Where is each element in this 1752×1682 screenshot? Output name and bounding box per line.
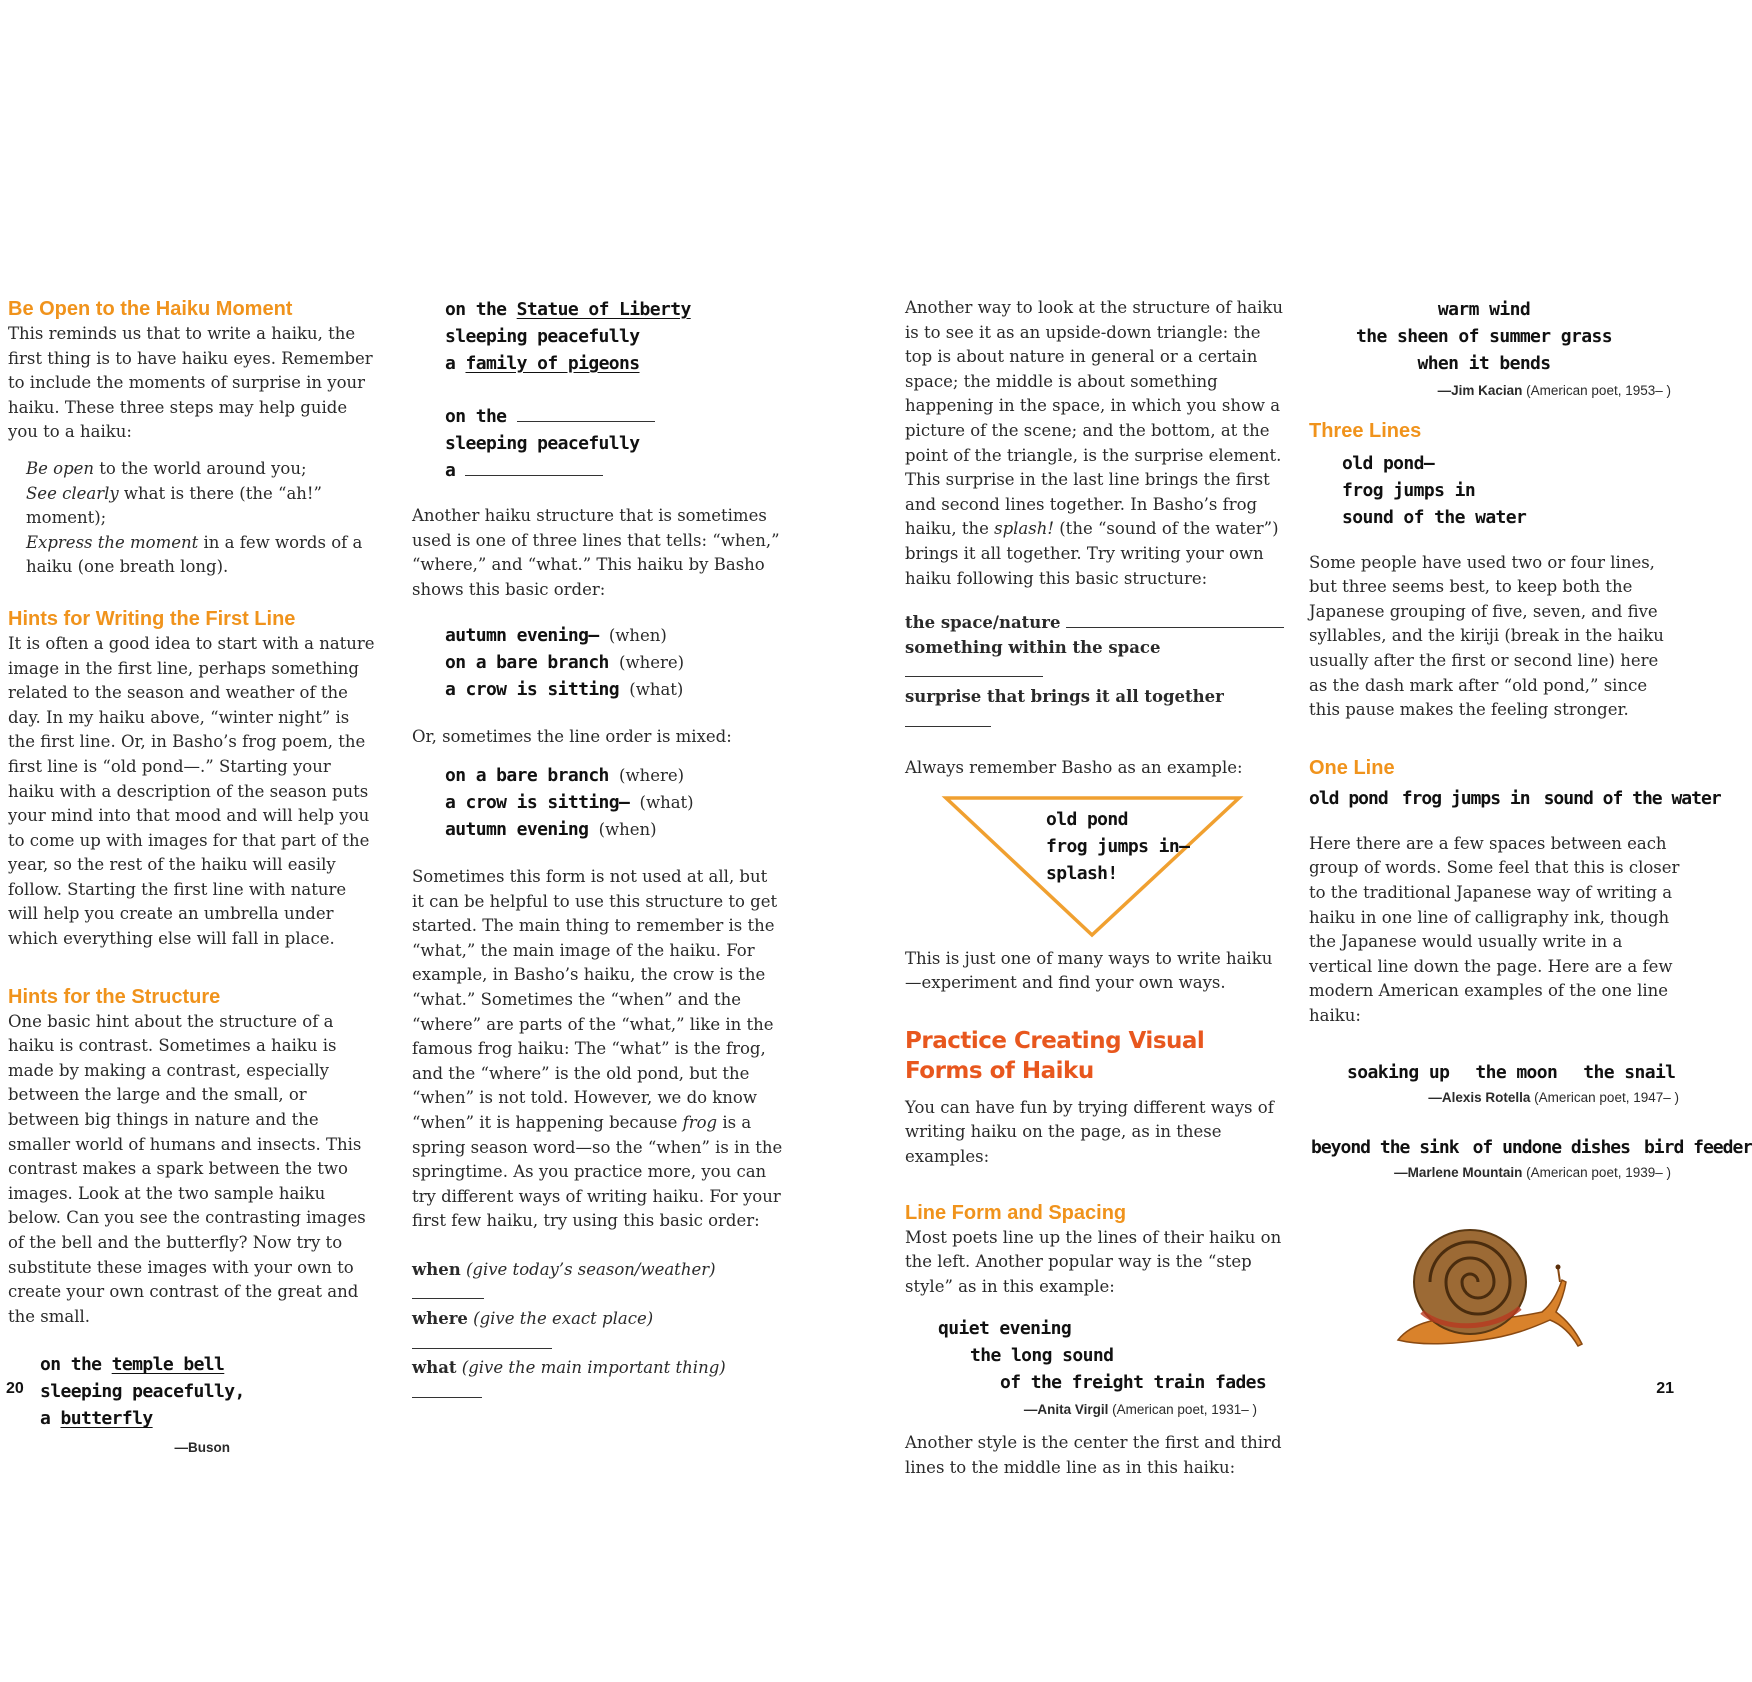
heading-practice-visual-forms: Practice Creating Visual Forms of Haiku xyxy=(905,1027,1205,1084)
snail-illustration xyxy=(1392,1212,1592,1362)
form-line: where (give the exact place) xyxy=(412,1307,784,1356)
form-line: something within the space xyxy=(905,636,1285,685)
fill-blank xyxy=(1066,613,1284,628)
paragraph: Another way to look at the structure of haiku is to see it as an upside-down triangle: the top is about nature in general or a certain space; the middle is about something happening in the space, in which you show a picture of the scene; and the bottom, at the point of the triangle, is the surprise element. This surprise in the last line brings the first and second lines together. In Basho’s frog haiku, the splash! (the “sound of the water”) brings it all together. Try writing your own haiku following this basic structure: xyxy=(905,298,1283,588)
step-style-haiku: quiet evening the long sound of the freight train fades xyxy=(938,1318,1267,1394)
triangle-diagram xyxy=(943,795,1243,941)
attribution: —Jim Kacian (American poet, 1953– ) xyxy=(1437,383,1671,398)
heading-structure: Hints for the Structure xyxy=(8,985,221,1008)
form-line: when (give today’s season/weather) xyxy=(412,1258,784,1307)
structure-form xyxy=(905,611,1285,734)
paragraph: You can have fun by trying different ways of writing haiku on the page, as in these examples: xyxy=(905,1097,1274,1167)
when-where-what-haiku: autumn evening— (when) on a bare branch (where) a crow is sitting (what) xyxy=(445,625,685,701)
attribution: —Buson xyxy=(174,1440,230,1456)
attribution: —Marlene Mountain (American poet, 1939– ) xyxy=(1394,1165,1671,1181)
page-number-left: 20 xyxy=(6,1380,24,1397)
one-line-example-1: soaking up the moon the snail xyxy=(1347,1061,1676,1083)
paragraph: This is just one of many ways to write haiku—experiment and find your own ways. xyxy=(905,948,1273,993)
three-line-haiku: old pond— frog jumps in sound of the water xyxy=(1342,452,1527,528)
fill-blank xyxy=(905,712,991,727)
paragraph: Here there are a few spaces between each group of words. Some feel that this is closer to the traditional Japanese way of writing a haiku in one line of calligraphy ink, though the Japanese would usually write in a vertical line down the page. Here are a few modern American examples of the one line haiku: xyxy=(1309,833,1680,1025)
paragraph: One basic hint about the structure of a haiku is contrast. Sometimes a haiku is made by making a contrast, especially between the large and the small, or between big things in nature and the smaller world of humans and insects. This contrast makes a spark between the two images. Look at the two sample haiku below. Can you see the contrasting images of the bell and the butterfly? Now try to substitute these images with your own to create your own contrast of the great and the small. xyxy=(8,1011,366,1326)
column-4 xyxy=(1309,296,1752,1186)
form-line: what (give the main important thing) xyxy=(412,1356,784,1405)
heading-first-line: Hints for Writing the First Line xyxy=(8,607,296,630)
one-line-haiku: old pond frog jumps in sound of the water xyxy=(1309,787,1721,809)
steps-list xyxy=(26,457,378,580)
paragraph: Another haiku structure that is sometimes used is one of three lines that tells: “when,” “where,” and “what.” This haiku by Basho shows this basic order: xyxy=(412,506,780,599)
paragraph: Sometimes this form is not used at all, but it can be helpful to use this structure to get started. The main thing to remember is the “what,” the main image of the haiku. For example, in Basho’s haiku, the crow is the “what.” Sometimes the “when” and the “where” are parts of the “what,” like in the famous frog haiku: The “what” is the frog, and the “where” is the old pond, but the “when” is not told. However, we do know “when” it is happening because frog is a spring season word—so the “when” is in the springtime. As you practice more, you can try different ways of writing haiku. For your first few haiku, try using this basic order: xyxy=(412,866,783,1231)
fill-blank xyxy=(905,662,1043,677)
heading-line-form: Line Form and Spacing xyxy=(905,1201,1127,1224)
heading-one-line: One Line xyxy=(1309,756,1395,779)
heading-three-lines: Three Lines xyxy=(1309,419,1422,442)
triangle-haiku: old pond frog jumps in— splash! xyxy=(1046,808,1190,884)
snail-icon xyxy=(1392,1212,1592,1362)
fill-blank xyxy=(412,1334,552,1349)
mixed-order-haiku: on a bare branch (where) a crow is sitting— (what) autumn evening (when) xyxy=(445,764,694,840)
paragraph: Always remember Basho as an example: xyxy=(905,758,1243,778)
fill-blank xyxy=(412,1383,482,1398)
centered-haiku: warm wind the sheen of summer grass when it bends xyxy=(1356,299,1612,374)
haiku-temple-bell: on the temple bell sleeping peacefully, a butterfly xyxy=(40,1354,245,1430)
paragraph: This reminds us that to write a haiku, the first thing is to have haiku eyes. Remember to include the moments of surprise in your haiku. These three steps may help guide you to a haiku: xyxy=(8,324,373,442)
one-line-example-2: beyond the sink of undone dishes bird feeder xyxy=(1311,1137,1752,1159)
step-item: Be open to the world around you; xyxy=(26,458,307,478)
column-2 xyxy=(412,296,784,1405)
paragraph: It is often a good idea to start with a nature image in the first line, perhaps something related to the season and weather of the day. In my haiku above, “winter night” is the first line. Or, in Basho’s frog poem, the first line is “old pond—.” Starting your haiku with a description of the season puts your mind into that mood and will help you to come up with images for that part of the year, so the rest of the haiku will easily follow. Starting the first line with nature will help you create an umbrella under which everything else will fall in place. xyxy=(8,633,375,949)
paragraph: Some people have used two or four lines, but three seems best, to keep both the Japanese grouping of five, seven, and five syllables, and the kiriji (break in the haiku usually after the first or second line) here as the dash mark after “old pond,” since this pause makes the feeling stronger. xyxy=(1309,552,1664,720)
fill-blank xyxy=(517,407,655,422)
fill-blank xyxy=(465,461,603,476)
paragraph: Another style is the center the first and third lines to the middle line as in this haiku: xyxy=(905,1433,1282,1477)
fill-blank xyxy=(412,1284,484,1299)
form-line: surprise that brings it all together xyxy=(905,685,1285,734)
attribution: —Alexis Rotella (American poet, 1947– ) xyxy=(1428,1089,1679,1105)
step-item: Express the moment in a few words of a haiku (one breath long). xyxy=(26,532,363,577)
haiku-fill-in: on the sleeping peacefully a xyxy=(445,403,784,484)
column-3 xyxy=(905,296,1285,1480)
haiku-statue-of-liberty: on the Statue of Liberty sleeping peacefully a family of pigeons xyxy=(445,299,691,374)
practice-form xyxy=(412,1258,784,1406)
page-number-right: 21 xyxy=(1656,1380,1674,1397)
paragraph: Most poets line up the lines of their haiku on the left. Another popular way is the “step style” as in this example: xyxy=(905,1227,1282,1296)
attribution: —Anita Virgil (American poet, 1931– ) xyxy=(1023,1402,1257,1418)
form-line: the space/nature xyxy=(905,611,1285,636)
column-1 xyxy=(8,296,378,1461)
paragraph: Or, sometimes the line order is mixed: xyxy=(412,727,732,747)
step-item: See clearly what is there (the “ah!” moment); xyxy=(26,483,322,528)
heading-be-open: Be Open to the Haiku Moment xyxy=(8,298,293,320)
